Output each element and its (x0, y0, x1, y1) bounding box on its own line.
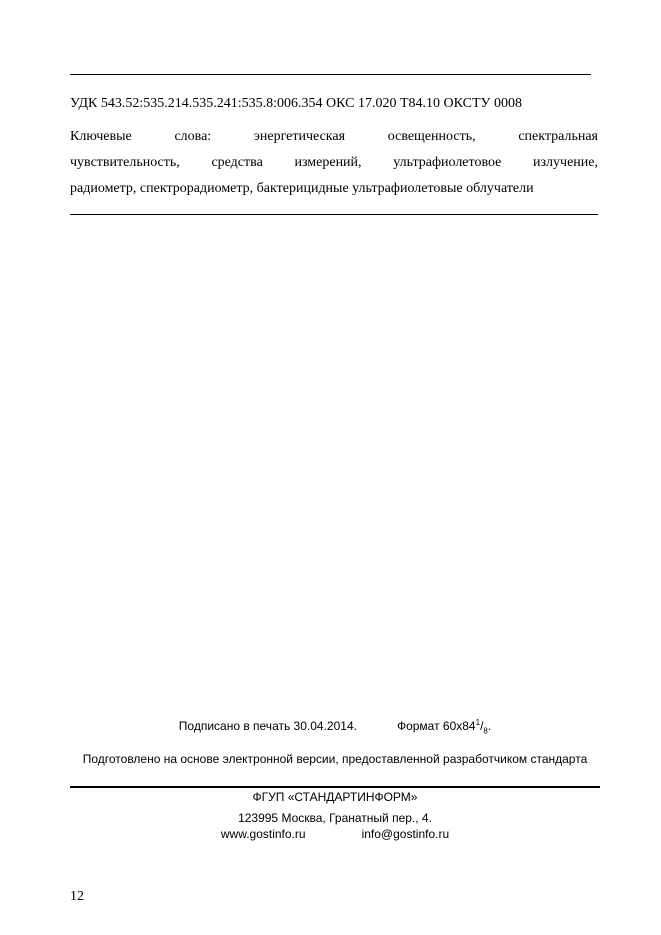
imprint-signed-line (70, 718, 600, 736)
publisher-name: ФГУП «СТАНДАРТИНФОРМ» (252, 790, 418, 804)
publisher-contacts (70, 827, 600, 841)
signed-date: Подписано в печать 30.04.2014. (178, 719, 357, 733)
keywords-line-1: Ключевые слова: энергетическая освещенность, спектральная (70, 129, 598, 144)
keywords-line-3: радиометр, спектрорадиометр, бактерицидные ультрафиолетовые облучатели (70, 181, 534, 196)
keywords-divider (70, 214, 598, 215)
paper-format: Формат $60x84^1/_8$. (396, 718, 492, 736)
keywords-paragraph (70, 124, 598, 202)
keywords-line-2: чувствительность, средства измерений, ультрафиолетовое излучение, (70, 155, 598, 170)
page-number: 12 (70, 889, 84, 904)
top-divider (70, 74, 591, 75)
publisher-address: 123995 Москва, Гранатный пер., 4. (238, 811, 432, 825)
website-link[interactable]: www.gostinfo.ru (220, 827, 306, 841)
imprint-divider (70, 786, 600, 788)
email-link[interactable]: info@gostinfo.ru (361, 827, 450, 841)
prepared-note: Подготовлено на основе электронной версии, предоставленной разработчиком стандарта (82, 752, 588, 766)
udk-classification-line: УДК 543.52:535.214.535.241:535.8:006.354 ОКС 17.020 Т84.10 ОКСТУ 0008 (70, 96, 522, 111)
